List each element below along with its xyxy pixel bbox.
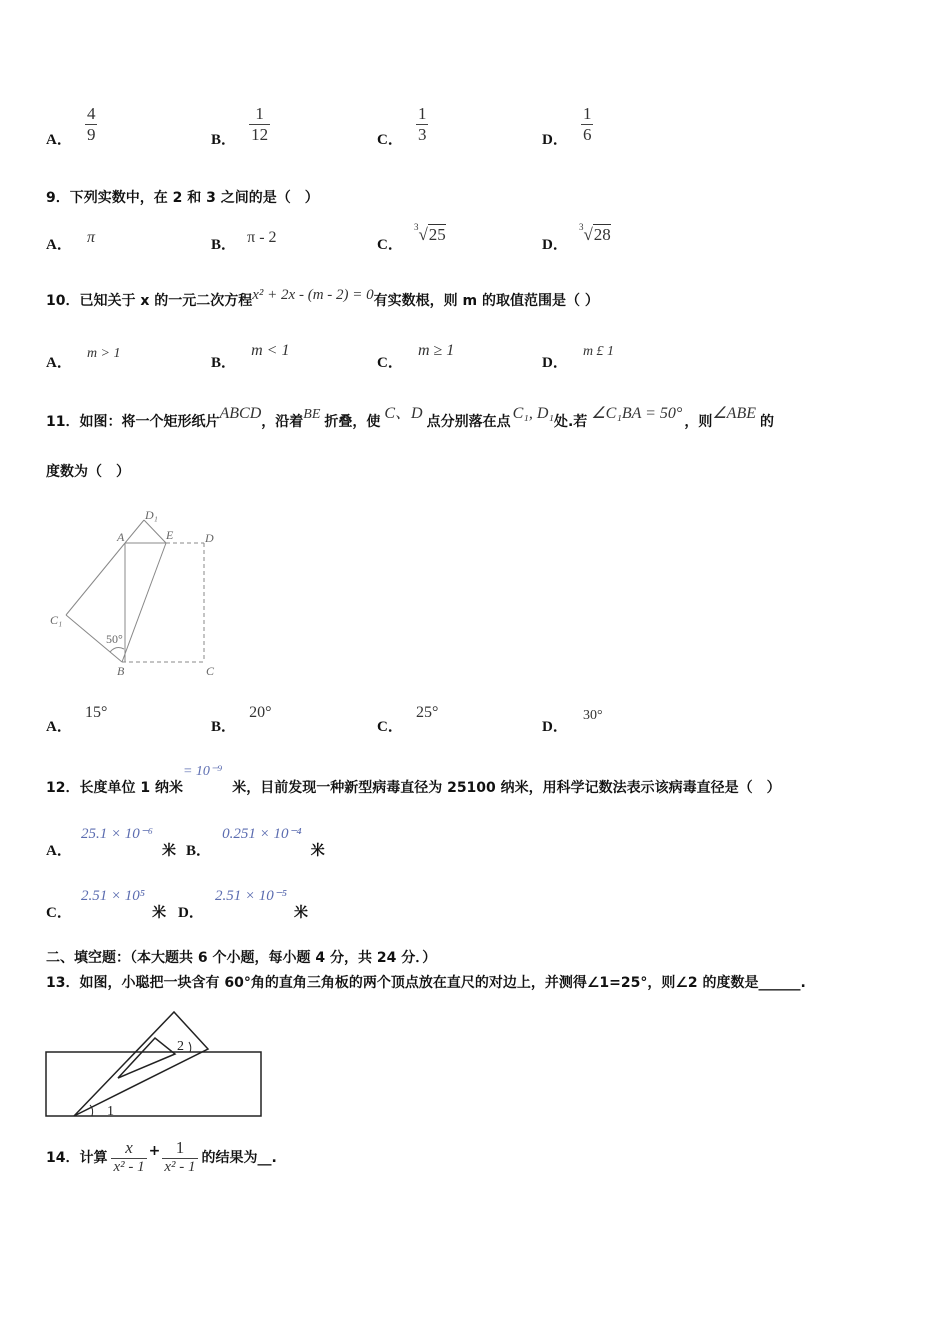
q12-suffix: 米，目前发现一种新型病毒直径为 25100 纳米，用科学记数法表示该病毒直径是（ ） [232,780,781,796]
q11-text: 点分别落在点 [426,414,511,430]
option-label: D． [178,905,204,921]
numerator: 4 [86,104,96,123]
q11-option-a [46,701,108,735]
triangle-outer [74,1012,208,1116]
angle-1-label: 1 [107,1104,114,1119]
q12-equation: = 10⁻⁹ [182,764,223,779]
q10-option-d [542,339,615,371]
option-label: C． [377,132,403,148]
root-index: 3 [578,222,584,232]
q11-option-b [211,701,272,735]
triangle-inner [118,1038,175,1078]
q11-text: ，则 [684,414,713,430]
q11-stem [46,400,774,430]
q10-prefix: 10．已知关于 x 的一元二次方程 [46,293,253,309]
denominator: 12 [251,124,269,144]
plus-sign: + [148,1142,161,1159]
q11-text: ，沿着 [261,414,304,430]
q11-math: ∠C₁BA = 50° [591,405,683,422]
fig-segment-d1e [144,520,166,543]
option-label: A． [46,355,72,371]
denominator: 9 [86,124,96,144]
fraction [249,104,270,144]
fraction [85,104,98,144]
fig-label-e: E [166,528,174,542]
q13-stem: 13．如图，小聪把一块含有 60°角的直角三角板的两个顶点放在直尺的对边上，并测得∠1=25°，则∠2 的度数是______. [46,975,806,991]
q11-math: C₁, D₁ [512,405,554,422]
q9-stem: 9．下列实数中，在 2 和 3 之间的是（ ） [46,190,319,206]
q10-suffix: 有实数根，则 m 的取值范围是（ ） [373,293,599,309]
option-unit: 米 [152,905,167,921]
option-math: m ≥ 1 [417,342,455,359]
q14-stem [46,1138,277,1176]
option-unit: 米 [294,905,309,921]
option-label: C． [46,905,72,921]
angle-2-label: 2 [177,1039,184,1054]
fig-label-c: C [206,664,215,678]
q12-stem [46,760,781,796]
option-label: B． [211,237,237,253]
q12-prefix: 12．长度单位 1 纳米 [46,780,183,796]
q11-text: 折叠，使 [324,414,381,430]
option-label: C． [377,237,403,253]
fraction [416,104,429,144]
option-label: C． [377,355,403,371]
option-unit: 米 [162,843,177,859]
ruler [46,1052,261,1116]
q9-option-d [542,222,611,253]
angle-2-arc [189,1042,191,1052]
q11-math: ∠ABE [712,405,756,422]
option-label: A． [46,719,72,735]
q8-option-b [211,103,270,148]
fig-label-a: A [117,530,125,544]
option-unit: 米 [310,843,325,859]
option-label: D． [542,355,568,371]
option-math: m £ 1 [582,344,615,359]
option-math: 2.51 × 10⁻⁵ [214,888,287,904]
q14-prefix: 14．计算 [46,1149,108,1166]
q11-text: 的 [760,414,774,430]
q12-option-b [186,822,325,859]
cube-root: $^3$√25 [413,222,446,244]
radicand: 25 [428,225,446,244]
q13-figure [40,1005,266,1123]
denominator: 3 [417,124,427,144]
option-math: 2.51 × 10⁵ [80,888,146,904]
option-math: 20° [249,704,272,721]
q8-option-a [46,103,97,148]
radicand: 28 [593,225,611,244]
q14-suffix: 的结果为__. [201,1149,277,1166]
option-math: π - 2 [247,229,277,246]
option-math: π [86,229,95,246]
fig-label-d1: D₁ [145,508,158,522]
cube-root: $^3$√28 [578,222,611,244]
q10-option-a [46,341,121,371]
numerator: 1 [582,104,592,123]
fraction [581,104,594,144]
q11-text: 11．如图：将一个矩形纸片 [46,414,220,430]
q10-option-c [377,339,455,371]
root-index: 3 [413,222,419,232]
q8-option-d [542,103,593,148]
q10-equation: x² + 2x - (m - 2) = 0 [252,287,374,303]
q10-stem [46,284,599,309]
numerator: 1 [175,1138,185,1157]
fig-label-angle: 50° [106,632,123,646]
section-heading: 二、填空题：（本大题共 6 个小题，每小题 4 分，共 24 分．） [46,950,437,966]
option-label: C． [377,719,403,735]
q9-option-b [211,226,277,253]
option-math: 15° [84,704,108,721]
numerator: 1 [255,104,264,123]
q10-option-b [211,339,290,371]
option-label: A． [46,843,72,859]
option-label: B． [211,132,237,148]
q12-option-d [178,884,309,921]
option-label: A． [46,132,72,148]
option-label: B． [186,843,212,859]
q11-figure [46,505,236,680]
q11-stem-line2: 度数为（ ） [46,464,130,480]
numerator: 1 [417,104,427,123]
q11-option-d [542,703,603,735]
fig-label-d: D [205,531,214,545]
fraction [111,1138,146,1176]
q8-option-c [377,103,428,148]
option-math: m < 1 [251,342,290,359]
fig-segment-c1a [66,543,125,615]
fig-segment-be [122,543,166,662]
numerator: x [125,1138,133,1157]
q12-option-c [46,884,167,921]
q9-option-a [46,226,95,253]
denominator: x² - 1 [113,1158,145,1175]
q11-text: 处.若 [553,414,588,430]
fig-angle-arc [110,648,124,652]
option-math: 25.1 × 10⁻⁶ [80,826,153,842]
fig-label-b: B [117,664,125,678]
option-math: 0.251 × 10⁻⁴ [222,826,302,842]
fig-segment-ad1 [125,520,144,543]
q12-option-a [46,822,177,859]
fraction [162,1138,197,1176]
q11-math: ABCD [219,405,262,422]
q11-math: BE [303,407,321,422]
option-math: 30° [582,708,603,723]
option-label: A． [46,237,72,253]
option-label: D． [542,237,568,253]
denominator: x² - 1 [164,1158,196,1175]
option-math: m > 1 [86,346,121,361]
q11-option-c [377,701,439,735]
fig-label-c1: C₁ [50,613,63,627]
option-label: B． [211,355,237,371]
option-label: B． [211,719,237,735]
option-label: D． [542,132,568,148]
denominator: 6 [582,124,592,144]
option-math: 25° [415,704,439,721]
q9-option-c [377,222,446,253]
q11-math: C、D [384,405,423,422]
option-label: D． [542,719,568,735]
